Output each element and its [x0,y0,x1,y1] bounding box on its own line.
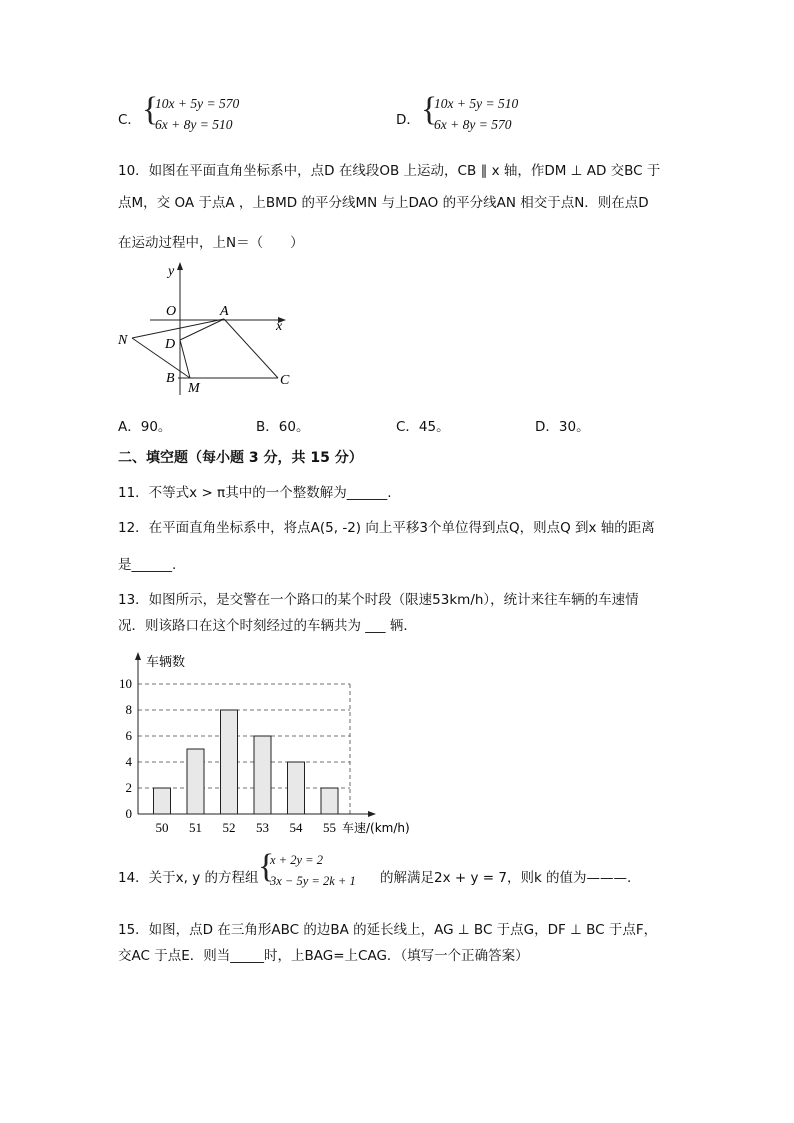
segment-an [132,319,224,338]
chart-y-axis-arrow [135,652,141,660]
chart-x-axis-arrow [368,811,376,817]
q10-line-2: 点M，交 OA 于点A ，上BMD 的平分线MN 与上DAO 的平分线AN 相交于点N．则在点D [118,195,649,211]
q10-option-d: D．30。 [535,419,590,435]
q10-line-1: 10．如图在平面直角坐标系中，点D 在线段OB 上运动，CB ∥ x 轴，作DM ⊥ AD 交BC 于 [118,163,661,179]
label-o: O [166,304,177,319]
q14-eq2: 3x − 5y = 2k + 1 [270,874,356,888]
chart-y-tick-label: 2 [125,780,132,795]
q9-option-d-brace: { [421,91,438,128]
label-x: x [276,319,283,334]
q12-line-2: 是______. [118,557,177,573]
q14-brace: { [258,848,275,885]
q10-geometry-figure [110,260,310,400]
chart-x-tick-label: 51 [189,820,202,835]
y-axis-arrow [177,262,183,270]
segment-ad [180,319,224,340]
q14-eq1: x + 2y = 2 [270,853,323,867]
q9-option-c-eq2: 6x + 8y = 510 [155,117,233,132]
chart-x-tick-label: 54 [289,820,303,835]
label-n: N [118,333,128,348]
q9-option-c-brace: { [142,91,159,128]
q10-option-a: A．90。 [118,419,172,435]
label-m: M [188,381,200,396]
chart-x-label: 车速/(km/h) [342,821,410,835]
section-2-title: 二、填空题（每小题 3 分，共 15 分） [118,450,363,466]
q13-line-1: 13．如图所示，是交警在一个路口的某个时段（限速53km/h），统计来往车辆的车速情 [118,592,639,608]
q10-line-3: 在运动过程中，上N＝（ ） [118,235,304,251]
chart-bar-51 [187,749,204,814]
q9-option-d-label: D． [396,112,420,128]
q9-option-d-eq2: 6x + 8y = 570 [434,117,512,132]
q9-option-c-label: C． [118,112,141,128]
chart-x-tick-label: 55 [323,820,336,835]
chart-bar-50 [154,788,171,814]
q12-line-1: 12．在平面直角坐标系中，将点A(5, -2) 向上平移3个单位得到点Q，则点Q 到x 轴的距离 [118,520,655,536]
q14-suffix: 的解满足2x + y = 7，则k 的值为———. [380,870,632,886]
chart-y-tick-label: 6 [125,728,132,743]
label-b: B [166,371,175,386]
chart-x-tick-label: 52 [222,820,236,835]
label-c: C [280,373,290,388]
q9-option-d-eq1: 10x + 5y = 510 [434,96,519,111]
q13-bar-chart [110,648,440,838]
chart-y-tick-label: 10 [119,676,132,691]
chart-bar-52 [221,710,238,814]
label-a: A [220,304,229,319]
label-y: y [168,264,175,279]
q10-option-c: C．45。 [396,419,450,435]
chart-y-tick-label: 0 [125,806,132,821]
chart-bar-55 [321,788,338,814]
q15-line-1: 15．如图，点D 在三角形ABC 的边BA 的延长线上，AG ⊥ BC 于点G，DF ⊥ BC 于点F， [118,922,658,938]
q9-option-c-eq1: 10x + 5y = 570 [155,96,240,111]
chart-x-tick-label: 50 [155,820,169,835]
chart-x-tick-label: 53 [256,820,269,835]
chart-bar-54 [288,762,305,814]
q13-line-2: 况．则该路口在这个时刻经过的车辆共为 ___ 辆． [118,618,417,634]
q14-prefix: 14．关于x, y 的方程组 [118,870,259,886]
chart-bar-53 [254,736,271,814]
q11-text: 11．不等式x > π其中的一个整数解为______. [118,485,392,501]
chart-y-tick-label: 8 [125,702,132,717]
chart-y-tick-label: 4 [125,754,132,769]
q10-option-b: B．60。 [256,419,310,435]
q15-line-2: 交AC 于点E．则当_____时，上BAG=上CAG．（填写一个正确答案） [118,948,529,964]
segment-ac [224,319,278,378]
chart-y-label: 车辆数 [146,655,186,670]
label-d: D [165,337,176,352]
